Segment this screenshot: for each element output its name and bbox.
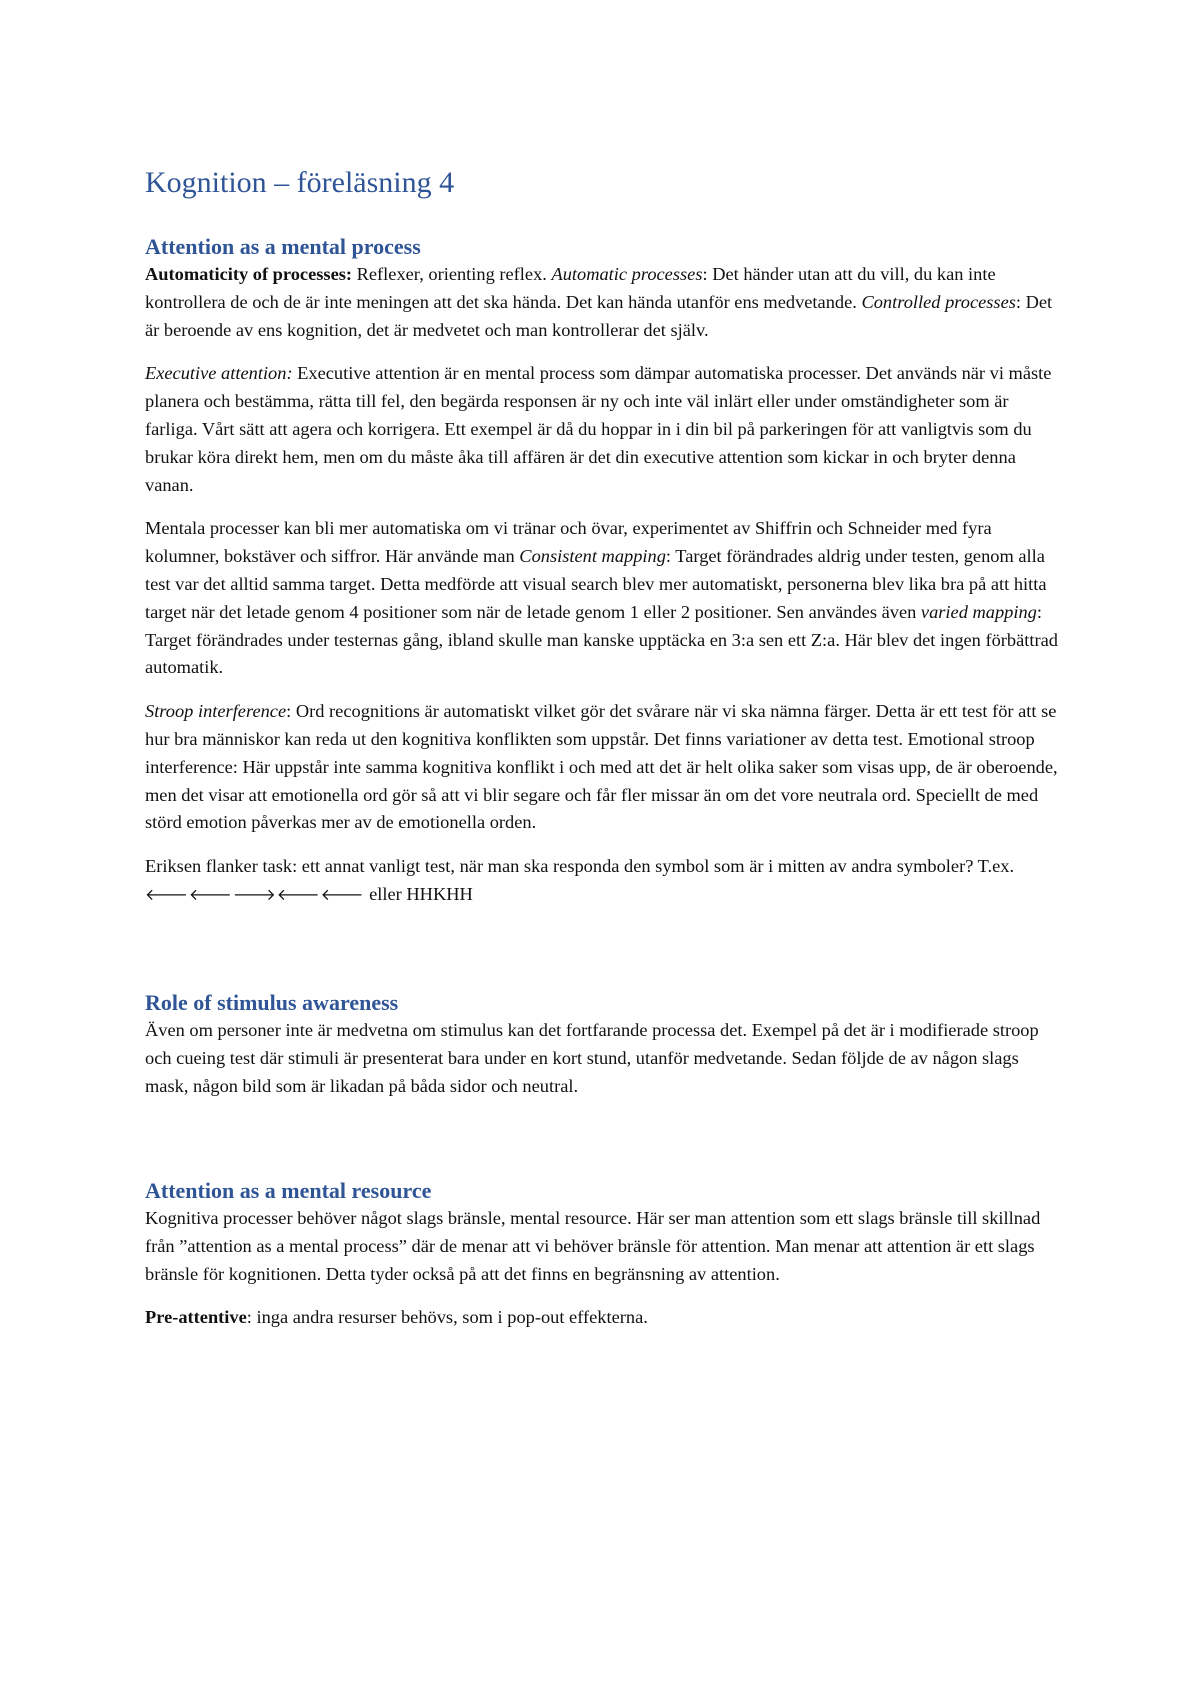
section-stimulus-awareness [145,989,1065,1100]
text-run: : inga andra resurser behövs, som i pop-out effekterna. [246,1307,648,1328]
section-attention-mental-process [145,233,1065,909]
section-heading: Attention as a mental process [145,234,421,259]
text-run: : Det händer utan att du vill, du kan inte kontrollera de och de är inte meningen att det ska hända. Det kan hända utanför ens medvetande. [145,264,996,312]
text-run: Executive attention är en mental process som dämpar automatiska processer. Det används när vi måste planera och bestämma, rätta till fel, den begärda responsen är ny och inte väl inlärt eller under omständigheter som är farliga. Vårt sätt att agera och korrigera. Ett exempel är då du hoppar in i din bil på parkeringen för att vanligtvis som du brukar köra direkt hem, men om du måste åka till affären är det din executive attention som kickar in och bryter denna vanan. [145,363,1052,495]
italic-term: Automatic processes [551,264,703,284]
italic-term: Controlled processes [861,291,1016,312]
italic-term: Executive attention: [145,363,293,384]
text-run: Reflexer, orienting reflex. [352,264,552,284]
text-run: : Ord recognitions är automatiskt vilket gör det svårare när vi ska nämna färger. Detta är ett test för att se hur bra människor kan reda ut den kognitiva konflikten som uppstår. Det finns variationer av detta test. Emotional stroop interference: Här uppstår inte samma kognitiva konflikt i och med att det är helt olika saker som visas upp, de är oberoende, men det visar att emotionella ord gör så att vi blir segare och får fler missar än om det vore neutrala ord. Speciellt de med störd emotion påverkas mer av de emotionella orden. [145,701,1058,833]
section-heading: Role of stimulus awareness [145,990,399,1015]
bold-term: Automaticity of processes: [145,264,353,284]
paragraph-mental-resource [145,1205,1065,1288]
bold-term: Pre-attentive [145,1307,247,1328]
text-run: Även om personer inte är medvetna om stimulus kan det fortfarande processa det. Exempel på det är i modifierade stroop och cueing test där stimuli är presenterat bara under en kort stund, utanför medvetande. Sedan följde de av någon slags mask, någon bild som är likadan på båda sidor och neutral. [145,1020,1039,1096]
paragraph-executive-attention [145,360,1065,499]
text-run: eller HHKHH [364,883,473,904]
arrows-symbols-icon: 🡐🡐🡒🡐🡐 [145,884,365,904]
text-run: Mentala processer kan bli mer automatiska om vi tränar och övar, experimentet av Shiffrin och Schneider med fyra kolumner, bokstäver och siffror. Här använde man [145,518,992,567]
paragraph-stimulus-awareness [145,1017,1065,1100]
text-run: Eriksen flanker task: ett annat vanligt test, när man ska responda den symbol som är i mitten av andra symboler? T.ex. [145,856,1015,877]
text-run: : Target förändrades aldrig under testen, genom alla test var det alltid samma target. Detta medförde att visual search blev mer automatiskt, personerna blev lika bra på att hitta target när det letade genom 4 positioner som när de letade genom 1 eller 2 positioner. Sen användes även [145,546,1047,622]
text-run: : Target förändrades under testernas gång, ibland skulle man kanske upptäcka en 3:a sen ett Z:a. Här blev det ingen förbättrad automatik. [145,601,1058,678]
paragraph-automaticity [145,261,1065,344]
section-heading: Attention as a mental resource [145,1178,432,1203]
paragraph-stroop [145,698,1065,837]
text-run: : Det är beroende av ens kognition, det är medvetet och man kontrollerar det själv. [145,291,1053,340]
paragraph-mapping [145,515,1065,682]
document-title: Kognition – föreläsning 4 [145,166,455,199]
italic-term: Consistent mapping [519,546,666,567]
paragraph-pre-attentive [145,1304,1065,1332]
italic-term: varied mapping [920,601,1037,622]
italic-term: Stroop interference [145,701,287,722]
section-attention-mental-resource [145,1177,1065,1332]
paragraph-flanker [145,853,1065,909]
text-run: Kognitiva processer behöver något slags bränsle, mental resource. Här ser man attention som ett slags bränsle till skillnad från ”attention as a mental process” där de menar att vi behöver bränsle för attention. Man menar att attention är ett slags bränsle för kognitionen. Detta tyder också på att det finns en begränsning av attention. [145,1208,1041,1284]
